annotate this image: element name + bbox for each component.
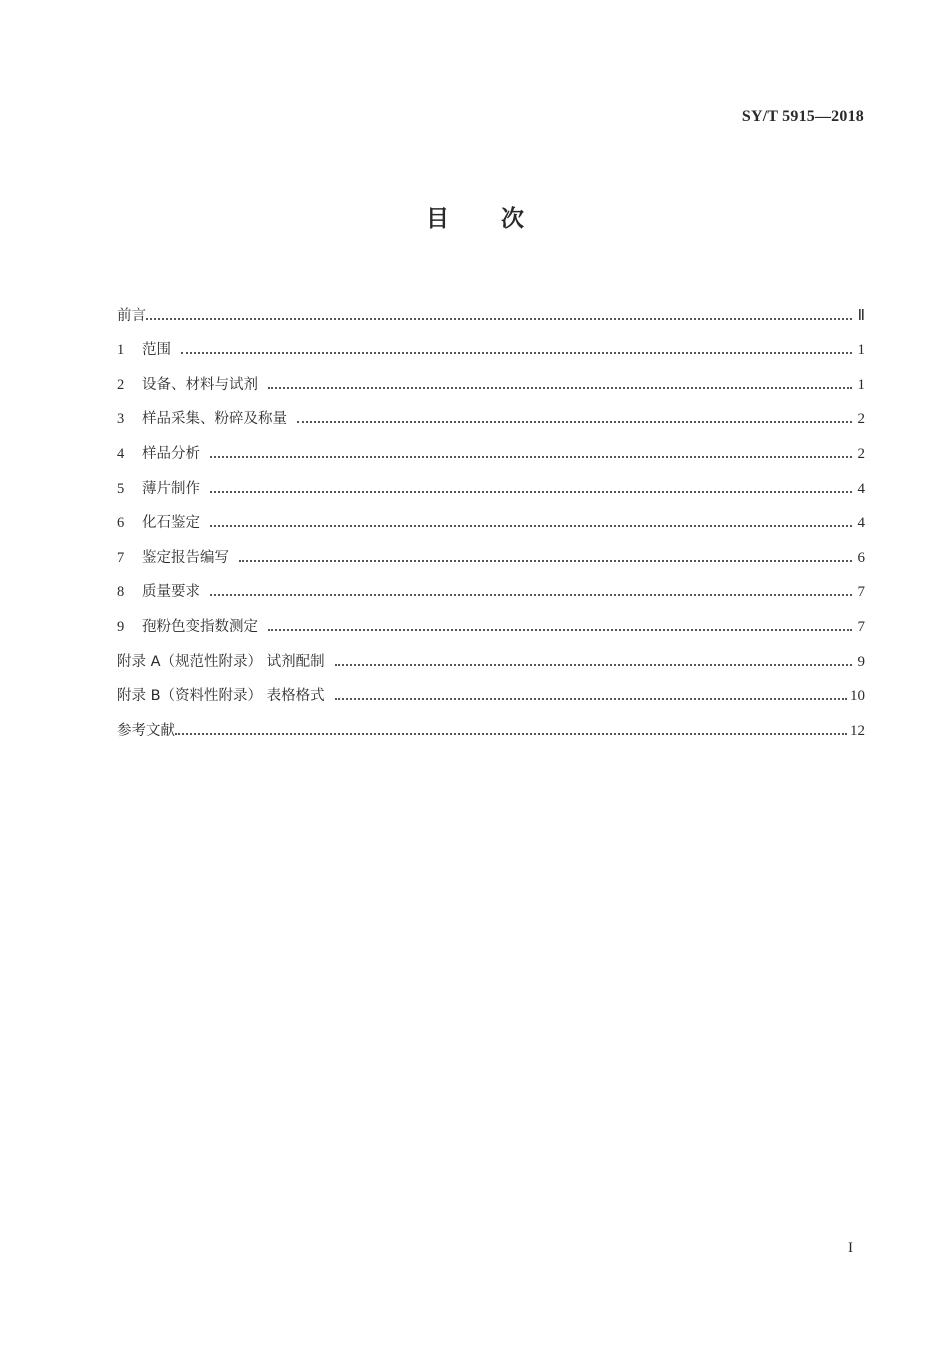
toc-entry-page: 9 <box>857 653 865 670</box>
page-title <box>0 200 950 233</box>
toc-entry-label: 孢粉色变指数测定 <box>142 618 258 635</box>
toc-entry-page: 6 <box>857 549 865 566</box>
toc-entry-8[interactable] <box>117 567 865 602</box>
standard-code: SY/T 5915—2018 <box>741 108 864 125</box>
toc-entry-page: 7 <box>857 618 865 635</box>
toc-entry-label: 样品分析 <box>142 445 200 462</box>
toc-entry-6[interactable] <box>117 498 865 533</box>
toc-entry-number: 8 <box>117 584 125 601</box>
leader-dots <box>268 629 852 631</box>
toc-entry-preface[interactable] <box>117 290 865 325</box>
toc-entry-5[interactable] <box>117 463 865 498</box>
toc-entry-label: 范围 <box>142 342 171 359</box>
toc-entry-appendix-a[interactable] <box>117 636 865 671</box>
leader-dots <box>210 491 852 493</box>
toc-entry-page: 4 <box>857 480 865 497</box>
toc-entry-references[interactable] <box>117 705 865 740</box>
toc-entry-number: 7 <box>117 549 125 566</box>
toc-entry-label: 薄片制作 <box>142 480 200 497</box>
toc-entry-4[interactable] <box>117 428 865 463</box>
toc-entry-number: 2 <box>117 376 125 393</box>
toc-entry-label: 附录 A（规范性附录） 试剂配制 <box>117 653 325 670</box>
title-char-1: 目 <box>426 206 449 232</box>
toc-entry-label: 附录 B（资料性附录） 表格格式 <box>117 688 325 705</box>
toc-entry-7[interactable] <box>117 532 865 567</box>
toc-entry-page: 4 <box>857 515 865 532</box>
toc-entry-label: 化石鉴定 <box>142 515 200 532</box>
toc-entry-page: 7 <box>857 584 865 601</box>
leader-dots <box>268 387 852 389</box>
toc-entry-page: 10 <box>850 688 865 705</box>
toc-entry-page: 2 <box>857 445 865 462</box>
leader-dots <box>335 698 847 700</box>
toc-entry-label: 设备、材料与试剂 <box>142 376 258 393</box>
toc-entry-number: 3 <box>117 411 125 428</box>
toc-entry-number: 1 <box>117 342 125 359</box>
toc-entry-2[interactable] <box>117 359 865 394</box>
toc-entry-page: 1 <box>857 342 865 359</box>
leader-dots <box>210 594 852 596</box>
toc-entry-label: 参考文献 <box>117 722 175 739</box>
toc-entry-label: 鉴定报告编写 <box>142 549 229 566</box>
toc-entry-page: 12 <box>850 722 865 739</box>
toc-entry-page: 1 <box>857 376 865 393</box>
leader-dots <box>297 421 852 423</box>
leader-dots <box>239 560 852 562</box>
toc-entry-label: 前言 <box>117 307 146 324</box>
toc-entry-page: 2 <box>857 411 865 428</box>
toc-entry-appendix-b[interactable] <box>117 671 865 706</box>
toc-entry-number: 4 <box>117 445 125 462</box>
leader-dots <box>146 318 852 320</box>
table-of-contents <box>117 290 865 740</box>
toc-entry-3[interactable] <box>117 394 865 429</box>
leader-dots <box>210 456 852 458</box>
toc-entry-label: 样品采集、粉碎及称量 <box>142 411 287 428</box>
leader-dots <box>181 352 852 354</box>
toc-entry-9[interactable] <box>117 601 865 636</box>
toc-entry-page: Ⅱ <box>857 307 865 324</box>
leader-dots <box>175 733 847 735</box>
toc-entry-1[interactable] <box>117 325 865 360</box>
toc-entry-number: 5 <box>117 480 125 497</box>
toc-entry-number: 6 <box>117 515 125 532</box>
page-number: I <box>848 1240 853 1256</box>
toc-entry-number: 9 <box>117 618 125 635</box>
leader-dots <box>335 664 852 666</box>
toc-entry-label: 质量要求 <box>142 584 200 601</box>
leader-dots <box>210 525 852 527</box>
title-char-2: 次 <box>501 206 524 232</box>
